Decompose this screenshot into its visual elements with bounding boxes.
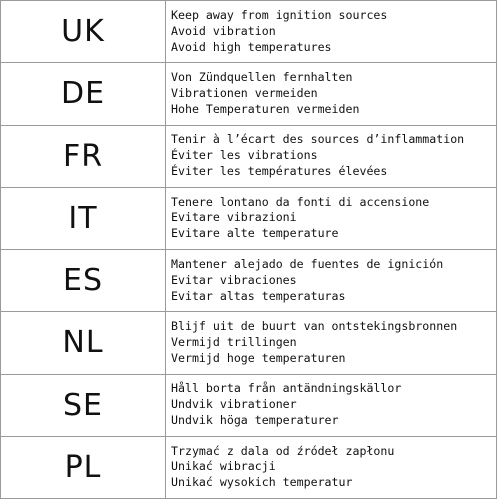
warning-text-es [166,250,497,312]
warning-line: Avoid vibration [171,23,276,38]
warning-line: Von Zündquellen fernhalten [171,70,353,85]
warning-line: Vermijd trillingen [171,334,297,349]
language-code-nl: NL [1,312,166,374]
row-fr [1,125,497,187]
warning-line: Undvik höga temperaturer [171,413,339,428]
warning-line: Éviter les températures élevées [171,164,388,179]
warning-line: Vermijd hoge temperaturen [171,350,346,365]
warning-line: Unikać wibracji [171,459,276,474]
warning-line: Keep away from ignition sources [171,7,388,22]
warning-line: Avoid high temperatures [171,39,332,54]
warning-line: Trzymać z dala od źródeł zapłonu [171,443,395,458]
language-code-pl: PL [1,436,166,498]
language-code-fr: FR [1,125,166,187]
warning-line: Blijf uit de buurt van ontstekingsbronnen [171,319,458,334]
warning-line: Evitar altas temperaturas [171,288,346,303]
warning-line: Evitar vibraciones [171,272,297,287]
warning-text-de [166,63,497,125]
warning-text-fr [166,125,497,187]
language-code-uk: UK [1,1,166,63]
warning-line: Tenir à l’écart des sources d’inflammation [171,132,465,147]
row-es [1,250,497,312]
warning-text-it [166,187,497,249]
language-code-se: SE [1,374,166,436]
warning-line: Hohe Temperaturen vermeiden [171,101,360,116]
row-nl [1,312,497,374]
language-code-de: DE [1,63,166,125]
warning-line: Evitare alte temperature [171,226,339,241]
warning-text-nl [166,312,497,374]
language-code-es: ES [1,250,166,312]
row-uk [1,1,497,63]
warning-line: Éviter les vibrations [171,148,318,163]
warning-line: Undvik vibrationer [171,397,297,412]
row-it [1,187,497,249]
warning-line: Håll borta från antändningskällor [171,381,402,396]
row-se [1,374,497,436]
row-de [1,63,497,125]
warning-line: Tenere lontano da fonti di accensione [171,194,430,209]
warning-line: Vibrationen vermeiden [171,85,318,100]
warning-line: Evitare vibrazioni [171,210,297,225]
warning-text-uk [166,1,497,63]
language-code-it: IT [1,187,166,249]
warning-text-se [166,374,497,436]
warning-text-pl [166,436,497,498]
row-pl [1,436,497,498]
warning-line: Unikać wysokich temperatur [171,475,353,490]
warning-line: Mantener alejado de fuentes de ignición [171,256,444,271]
